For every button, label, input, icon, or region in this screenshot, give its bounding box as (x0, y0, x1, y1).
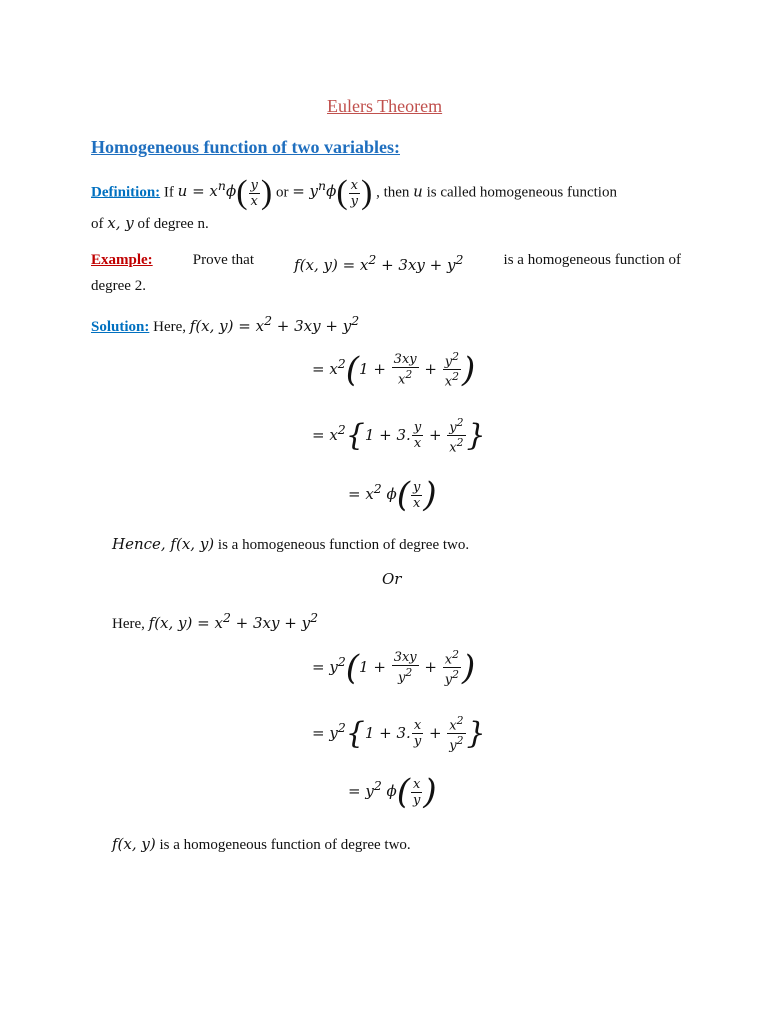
final-line: f(x, y) is a homogeneous function of degree two. (112, 835, 411, 853)
equation-1: = $x^2(1$ + $\frac{3xy}{x^2}$ + $\frac{y^2}{x^2}$ ) (312, 349, 476, 390)
example-line-1: Example: Prove that f(x, $y) = x^2 + 3xy + y^2$ is a homogeneous function of (91, 252, 681, 274)
solution-label: Solution: (91, 319, 150, 335)
example-line-2: degree 2. (91, 278, 146, 294)
equation-5: = $y^2\{1 + 3$. $\frac{x}{y}$ + $\frac{x^2}{y^2}$ } (312, 714, 486, 754)
equation-2: = $x^2\{1 + 3$. $\frac{y}{x}$ + $\frac{y^2}{x^2}$ } (312, 416, 486, 456)
definition-line-2: of x, y of degree n. (91, 214, 209, 232)
definition-label: Definition: (91, 184, 161, 201)
section-heading: Homogeneous function of two variables: (91, 137, 400, 157)
here-line-2: Here, f(x, $y) = x^2 + 3xy + y^2$ (112, 610, 319, 632)
or-separator: Or (382, 570, 402, 588)
solution-line: Solution: Here, f(x, $y) = x^2 + 3xy + y^2$ (91, 313, 360, 335)
page-title: Eulers Theorem (327, 96, 443, 116)
equation-6: = $y^2$ ϕ( $\frac{x}{y}$ ) (348, 772, 437, 812)
equation-3: = $x^2$ ϕ( $\frac{y}{x}$ ) (348, 475, 437, 515)
equation-4: = $y^2(1$ + $\frac{3xy}{y^2}$ + $\frac{x^2}{y^2}$ ) (312, 647, 476, 688)
example-label: Example: (91, 252, 153, 268)
hence-line: Hence, f(x, y) is a homogeneous function of degree two. (112, 535, 470, 553)
definition-line-1: Definition: If $u = x^n\phi$( $\frac{y}{x}$ ) or = $y^n\phi$( $\frac{x}{y}$ ) , then u is called homogeneous function (91, 174, 617, 211)
